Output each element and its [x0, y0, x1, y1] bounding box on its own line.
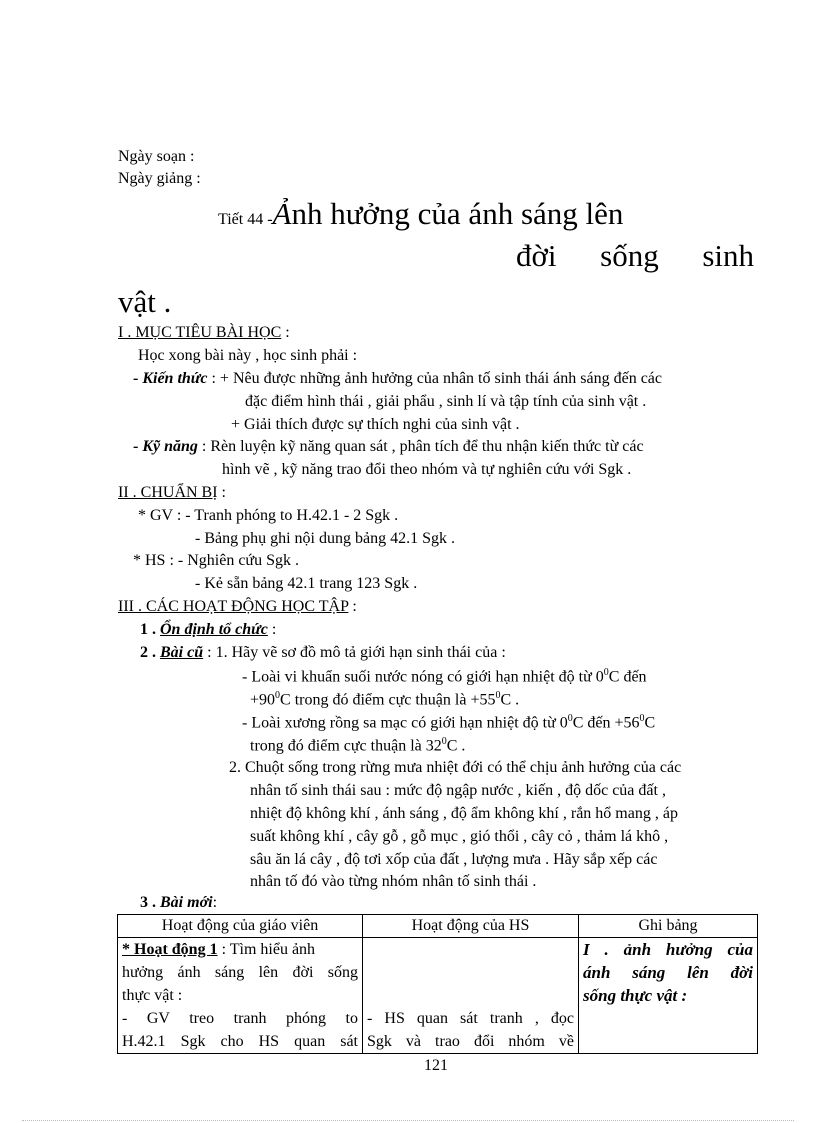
section1-heading: I . MỤC TIÊU BÀI HỌC : [118, 324, 290, 341]
ngay-giang: Ngày giảng : [118, 170, 201, 187]
ghi-bang-cell [579, 938, 758, 1054]
page-number: 121 [424, 1057, 448, 1074]
gv-prep-1: * GV : - Tranh phóng to H.42.1 - 2 Sgk . [138, 507, 399, 524]
section3-heading: III . CÁC HOẠT ĐỘNG HỌC TẬP : [118, 598, 357, 615]
q2-line: nhân tố sinh thái sau : mức độ ngập nước , kiến , độ dốc của đất , [250, 782, 666, 799]
step-1: 1 . Ổn định tổ chức : [140, 621, 277, 638]
ky-nang-line2: hình vẽ , kỹ năng trao đổi theo nhóm và tự nghiên cứu với Sgk . [222, 461, 632, 478]
section2-heading: II . CHUẨN BỊ : [118, 484, 226, 501]
hs-cell [363, 938, 579, 1054]
q2-line: nhiệt độ không khí , ánh sáng , độ ẩm không khí , rắn hổ mang , áp [250, 805, 678, 822]
gv-prep-2: - Bảng phụ ghi nội dung bảng 42.1 Sgk . [195, 530, 455, 547]
hs-line: Sgk và trao đổi nhóm về [367, 1033, 574, 1050]
q1-line-b: $+90^0C$ trong đó điểm cực thuận là $+55^0C$ . [250, 690, 520, 709]
kien-thuc-line: - Kiến thức : + Nêu được những ảnh hưởng của nhân tố sinh thái ánh sáng đến các [133, 370, 662, 387]
title-line1: nh hưởng của ánh sáng lên [291, 196, 624, 231]
gv-line: H.42.1 Sgk cho HS quan sát [122, 1033, 358, 1050]
title-line3: vật . [118, 284, 172, 319]
kien-thuc-line3: + Giải thích được sự thích nghi của sinh vật . [231, 416, 520, 433]
lesson-title [218, 198, 623, 229]
gv-line: hưởng ánh sáng lên đời sống [122, 964, 358, 981]
table-header: Hoạt động của giáo viên [118, 915, 363, 938]
ghi-line: I . ảnh hưởng của [583, 940, 753, 959]
title-line2 [516, 240, 754, 271]
q2-line: sâu ăn lá cây , độ tơi xốp của đất , lượng mưa . Hãy sắp xếp các [250, 851, 658, 868]
step-2: 2 . Bài cũ : 1. Hãy vẽ sơ đồ mô tả giới hạn sinh thái của : [140, 644, 506, 661]
kien-thuc-line2: đặc điểm hình thái , giải phẩu , sinh lí và tập tính của sinh vật . [245, 393, 647, 410]
gv-line: thực vật : [122, 987, 183, 1004]
table-header-row [118, 915, 758, 938]
title-word: đời [516, 238, 557, 273]
hs-prep-1: * HS : - Nghiên cứu Sgk . [133, 552, 299, 569]
gv-line: - GV treo tranh phóng to [122, 1010, 358, 1027]
ghi-line: sống thực vật : [583, 986, 688, 1005]
title-prefix: Tiết 44 - [218, 211, 273, 228]
q1-line-a: - Loài vi khuẩn suối nước nóng có giới hạn nhiệt độ từ $0^0C$ đến [242, 667, 647, 686]
section1-intro: Học xong bài này , học sinh phải : [138, 347, 358, 364]
q2-line: 2. Chuột sống trong rừng mưa nhiệt đới có thể chịu ảnh hưởng của các [229, 759, 682, 776]
title-word: sống [600, 238, 659, 273]
title-word: sinh [702, 238, 754, 273]
table-header: Ghi bảng [579, 915, 758, 938]
q1-line-c: - Loài xương rồng sa mạc có giới hạn nhiệt độ từ $0^0C$ đến $+56^0C$ [242, 713, 656, 732]
page-edge-divider [22, 1120, 794, 1121]
activity-table [117, 914, 758, 1054]
ky-nang-line: - Kỹ năng : Rèn luyện kỹ năng quan sát , phân tích để thu nhận kiến thức từ các [133, 438, 644, 455]
table-row [118, 938, 758, 1054]
hs-line: - HS quan sát tranh , đọc [367, 1010, 574, 1027]
gv-line: * Hoạt động 1 : Tìm hiểu ảnh [122, 941, 316, 958]
ghi-line: ánh sáng lên đời [583, 963, 753, 982]
title-line1-initial: Ả [272, 196, 292, 231]
q2-line: nhân tố đó vào từng nhóm nhân tố sinh thái . [250, 873, 537, 890]
gv-cell [118, 938, 363, 1054]
step-3: 3 . Bài mới: [140, 894, 218, 911]
q2-line: suất không khí , cây gỗ , gỗ mục , gió thổi , cây cỏ , thảm lá khô , [250, 828, 669, 845]
table-header: Hoạt động của HS [363, 915, 579, 938]
ngay-soan: Ngày soạn : [118, 148, 195, 165]
hs-prep-2: - Kẻ sẵn bảng 42.1 trang 123 Sgk . [195, 575, 418, 592]
q1-line-d: trong đó điểm cực thuận là $32^0C$ . [250, 736, 466, 755]
